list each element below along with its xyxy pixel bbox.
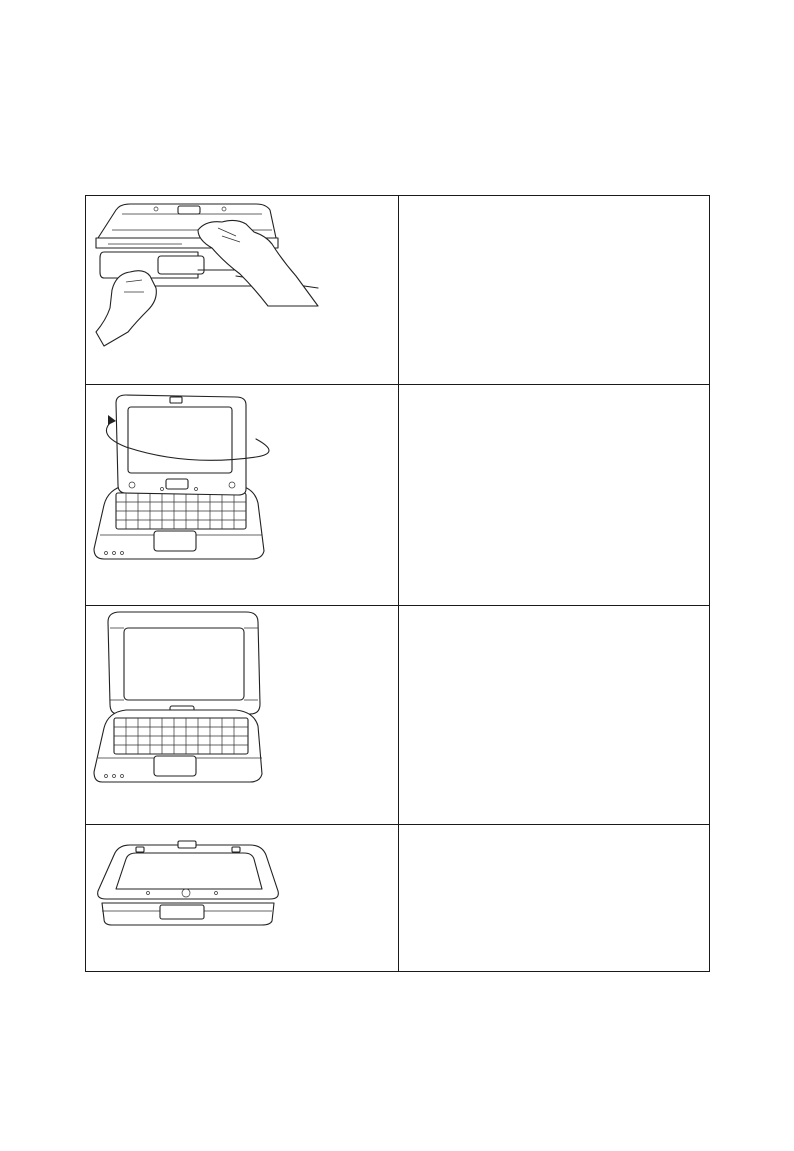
step-1-illustration-cell <box>86 196 399 385</box>
step-row-1 <box>86 196 710 385</box>
step-4-text-cell <box>399 825 710 972</box>
step-2-text-cell <box>399 385 710 606</box>
step-3-illustration-cell <box>86 606 399 825</box>
step-4-text <box>399 825 709 841</box>
rotate-screen-illustration <box>86 385 398 605</box>
step-2-text <box>399 385 709 401</box>
open-lid-with-hands-illustration <box>86 196 398 384</box>
step-row-4 <box>86 825 710 972</box>
step-3-text <box>399 606 709 622</box>
screen-rotated-illustration <box>86 606 398 824</box>
step-2-illustration-cell <box>86 385 399 606</box>
step-row-3 <box>86 606 710 825</box>
step-3-text-cell <box>399 606 710 825</box>
step-row-2 <box>86 385 710 606</box>
step-1-text-cell <box>399 196 710 385</box>
step-1-text <box>399 196 709 212</box>
tablet-mode-closed-illustration <box>86 825 398 971</box>
step-4-illustration-cell <box>86 825 399 972</box>
instruction-steps-table <box>85 195 710 972</box>
